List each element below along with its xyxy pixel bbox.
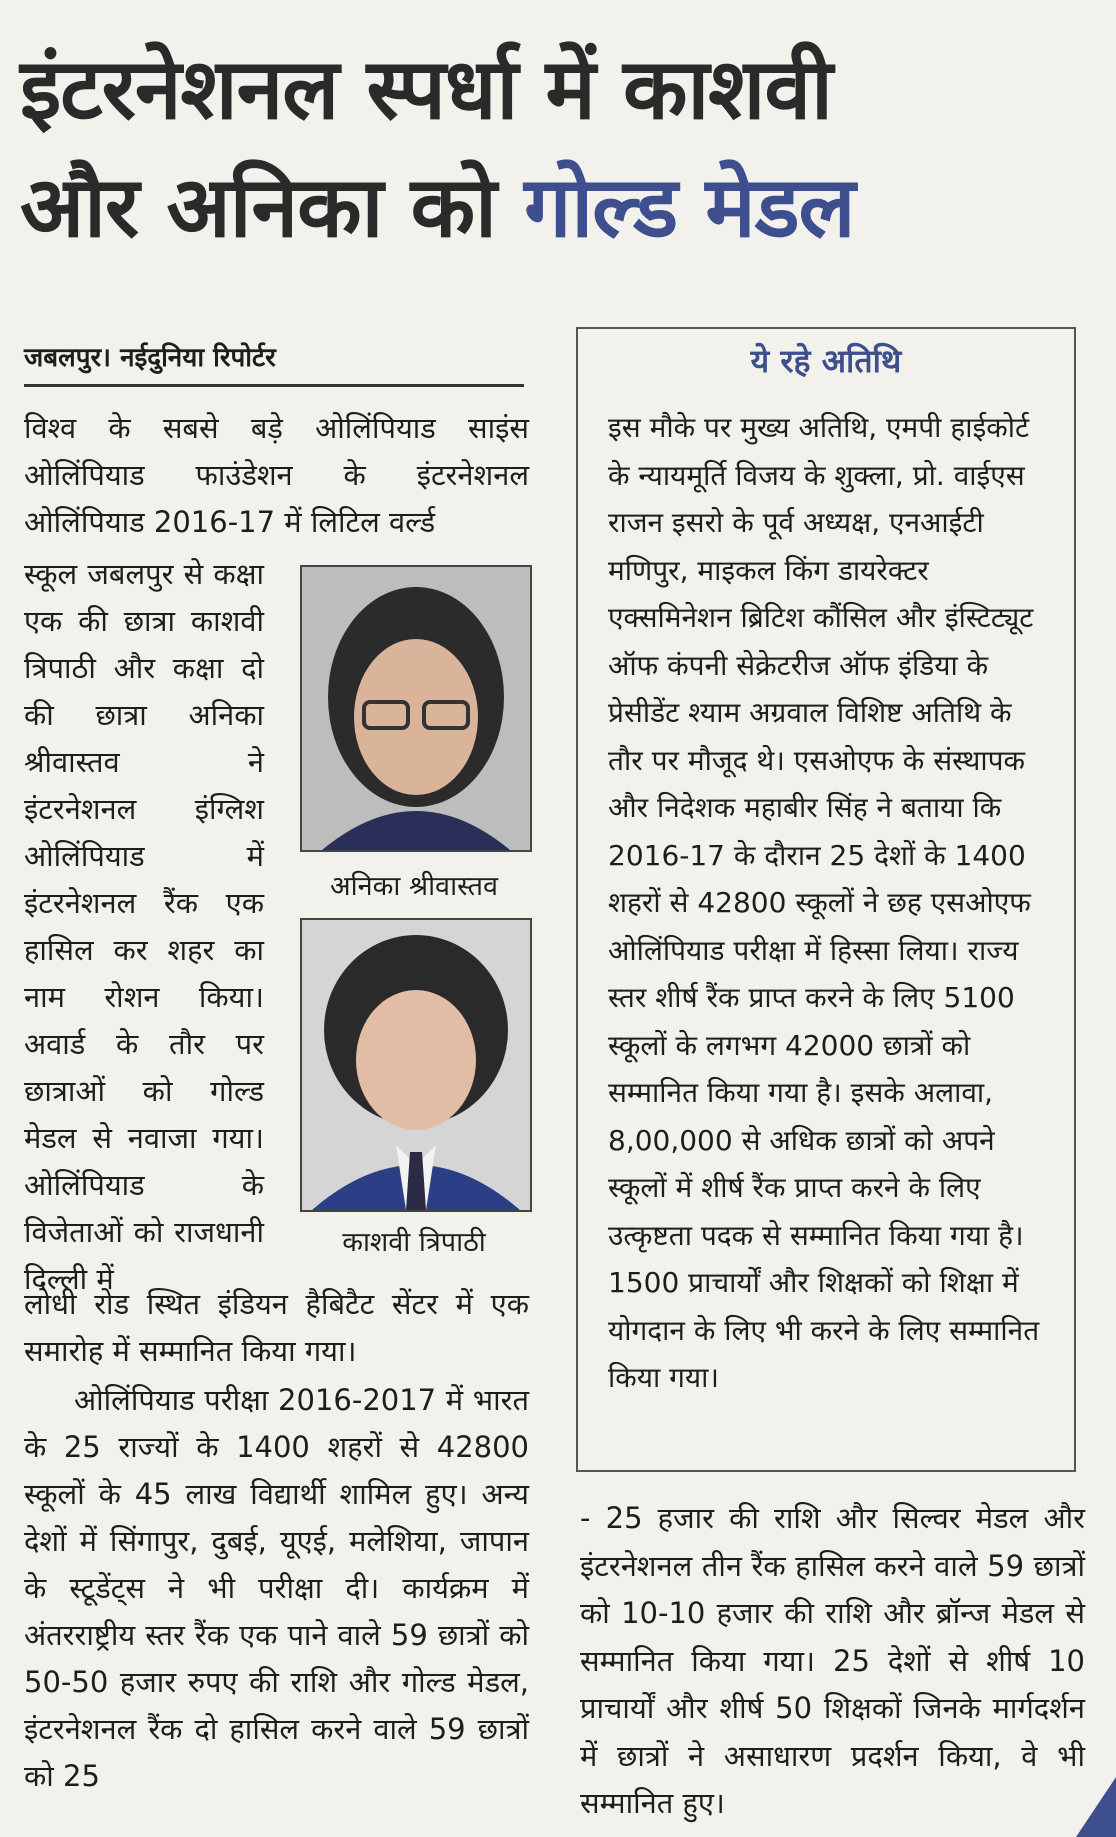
headline — [20, 30, 1100, 266]
article-paragraph-end: लोधी रोड स्थित इंडियन हैबिटैट सेंटर में एक समारोह में सम्मानित किया गया। — [24, 1287, 529, 1368]
corner-marker-icon — [1076, 1777, 1116, 1837]
photo-anika — [300, 565, 532, 852]
sidebar-title: ये रहे अतिथि — [750, 342, 902, 380]
article-wide-column — [24, 1281, 529, 1800]
dateline: जबलपुर। नईदुनिया रिपोर्टर — [24, 338, 524, 387]
girl-portrait-icon — [302, 920, 530, 1210]
article-paragraph-2: ओलिंपियाड परीक्षा 2016-2017 में भारत के 25 राज्यों के 1400 शहरों से 42800 स्कूलों के 45 लाख विद्यार्थी शामिल हुए। अन्य देशों में सिंगापुर, दुबई, यूएई, मलेशिया, जापान के स्टूडेंट्स ने भी परीक्षा दी। कार्यक्रम में अंतरराष्ट्रीय स्तर रैंक एक पाने वाले 59 छात्रों को 50-50 हजार रुपए की राशि और गोल्ड मेडल, इंटरनेशनल रैंक दो हासिल करने वाले 59 छात्रों को 25 — [24, 1383, 529, 1793]
article-narrow-column: स्कूल जबलपुर से कक्षा एक की छात्रा काशवी त्रिपाठी और कक्षा दो की छात्रा अनिका श्रीवास्तव ने इंटरनेशनल इंग्लिश ओलिंपियाड में इंटरनेशनल रैंक एक हासिल कर शहर का नाम रोशन किया। अवार्ड के तौर पर छात्राओं को गोल्ड मेडल से नवाजा गया। ओलिंपियाड के विजेताओं को राजधानी दिल्ली में — [24, 557, 264, 1296]
headline-line-2-accent: गोल्ड मेडल — [524, 158, 855, 256]
sidebar-text: इस मौके पर मुख्य अतिथि, एमपी हाईकोर्ट के न्यायमूर्ति विजय के शुक्ला, प्रो. वाईएस राजन इसरो के पूर्व अध्यक्ष, एनआईटी मणिपुर, माइकल किंग डायरेक्टर एक्समिनेशन ब्रिटिश कौंसिल और इंस्टिट्यूट ऑफ कंपनी सेक्रेटरीज ऑफ इंडिया के प्रेसीडेंट श्याम अग्रवाल विशिष्ट अतिथि के तौर पर मौजूद थे। एसओएफ के संस्थापक और निदेशक महाबीर सिंह ने बताया कि 2016-17 के दौरान 25 देशों के 1400 शहरों से 42800 स्कूलों ने छह एसओएफ ओलिंपियाड परीक्षा में हिस्सा लिया। राज्य स्तर शीर्ष रैंक प्राप्त करने के लिए 5100 स्कूलों के लगभग 42000 छात्रों को सम्मानित किया गया है। इसके अलावा, 8,00,000 से अधिक छात्रों को अपने स्कूलों में शीर्ष रैंक प्राप्त करने के लिए उत्कृष्टता पदक से सम्मानित किया गया है। 1500 प्राचार्यों और शिक्षकों को शिक्षा में योगदान के लिए भी करने के लिए सम्मानित किया गया। — [608, 411, 1040, 1394]
sidebar-box — [576, 327, 1076, 1472]
article-continuation: - 25 हजार की राशि और सिल्वर मेडल और इंटरनेशनल तीन रैंक हासिल करने वाले 59 छात्रों को 10-10 हजार की राशि और ब्रॉन्ज मेडल से सम्मानित किया गया। 25 देशों से शीर्ष 10 प्राचार्यों और शीर्ष 50 शिक्षकों जिनके मार्गदर्शन में छात्रों ने असाधारण प्रदर्शन किया, वे भी सम्मानित हुए। — [580, 1501, 1085, 1820]
headline-line-1: इंटरनेशनल स्पर्धा में काशवी — [20, 40, 832, 138]
photo-caption-anika: अनिका श्रीवास्तव — [330, 871, 498, 902]
headline-line-2-dark: और अनिका को — [20, 158, 525, 256]
photo-kashvi — [300, 918, 532, 1212]
photo-caption-kashvi: काशवी त्रिपाठी — [342, 1227, 486, 1258]
girl-portrait-icon — [302, 567, 530, 850]
headline-line-2 — [20, 148, 1100, 266]
article-intro: विश्व के सबसे बड़े ओलिंपियाड साइंस ओलिंपियाड फाउंडेशन के इंटरनेशनल ओलिंपियाड 2016-17 में लिटिल वर्ल्ड — [24, 411, 529, 539]
